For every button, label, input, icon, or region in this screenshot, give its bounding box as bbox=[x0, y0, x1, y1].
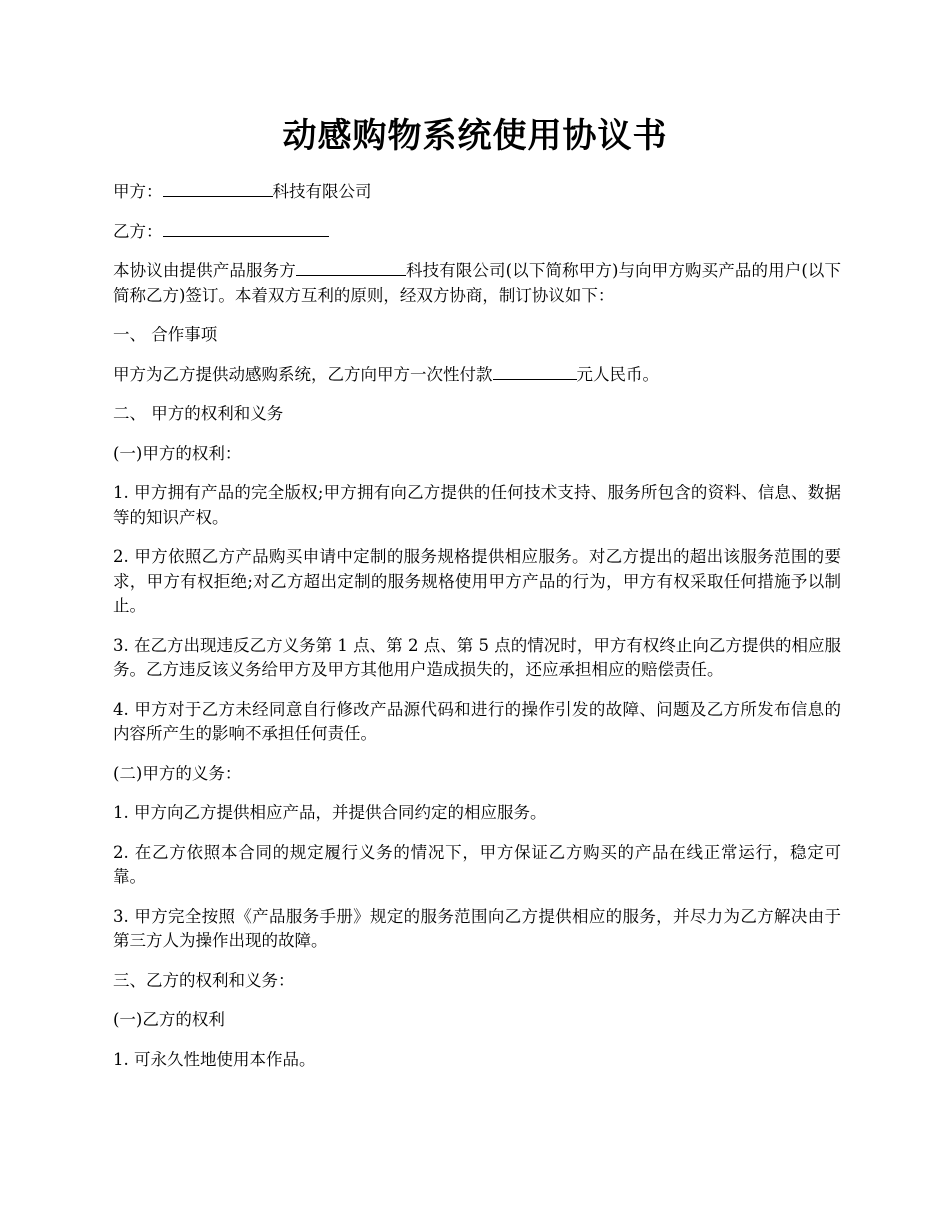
party-b-label: 乙方： bbox=[113, 221, 163, 241]
party-a-blank bbox=[163, 180, 273, 197]
section-3-subheading-rights: (一)乙方的权利 bbox=[113, 1010, 225, 1029]
section-1-suffix: 元人民币。 bbox=[576, 364, 659, 384]
party-a-duty-item: 2. 在乙方依照本合同的规定履行义务的情况下，甲方保证乙方购买的产品在线正常运行，稳定可靠。 bbox=[113, 842, 841, 886]
document-title: 动感购物系统使用协议书 bbox=[282, 116, 668, 156]
document-body bbox=[113, 180, 841, 1087]
intro-blank bbox=[296, 259, 406, 276]
party-a-line bbox=[113, 180, 841, 205]
intro-suffix: 科技有限公司(以下简称甲方)与向甲方购买产品的用户(以下简称乙方)签订。本着双方互利的原则，经双方协商，制订协议如下： bbox=[113, 261, 842, 305]
party-a-right-item: 2. 甲方依照乙方产品购买申请中定制的服务规格提供相应服务。对乙方提出的超出该服务范围的要求，甲方有权拒绝;对乙方超出定制的服务规格使用甲方产品的行为，甲方有权采取任何措施予以制止。 bbox=[113, 547, 841, 615]
party-a-label: 甲方： bbox=[113, 182, 163, 201]
section-3-heading: 三、乙方的权利和义务： bbox=[113, 970, 295, 990]
party-a-suffix: 科技有限公司 bbox=[272, 182, 372, 201]
section-2-heading: 二、 甲方的权利和义务 bbox=[113, 404, 284, 423]
party-a-duty-item: 1. 甲方向乙方提供相应产品，并提供合同约定的相应服务。 bbox=[113, 803, 547, 822]
section-1-heading: 一、 合作事项 bbox=[113, 325, 218, 344]
party-a-right-item: 1. 甲方拥有产品的完全版权;甲方拥有向乙方提供的任何技术支持、服务所包含的资料、信息、数据等的知识产权。 bbox=[113, 483, 841, 527]
section-2-subheading-rights: (一)甲方的权利： bbox=[113, 443, 242, 463]
section-1-prefix: 甲方为乙方提供动感购系统，乙方向甲方一次性付款 bbox=[113, 364, 493, 384]
party-a-duty-item: 3. 甲方完全按照《产品服务手册》规定的服务范围向乙方提供相应的服务，并尽力为乙方解决由于第三方人为操作出现的故障。 bbox=[113, 906, 841, 950]
party-a-right-item: 4. 甲方对于乙方未经同意自行修改产品源代码和进行的操作引发的故障、问题及乙方所发布信息的内容所产生的影响不承担任何责任。 bbox=[113, 699, 841, 743]
party-b-line bbox=[113, 220, 841, 245]
party-b-right-item: 1. 可永久性地使用本作品。 bbox=[113, 1049, 316, 1069]
party-a-right-item: 3. 在乙方出现违反乙方义务第 1 点、第 2 点、第 5 点的情况时，甲方有权终止向乙方提供的相应服务。乙方违反该义务给甲方及甲方其他用户造成损失的，还应承担相应的赔偿责任。 bbox=[113, 635, 841, 679]
intro-prefix: 本协议由提供产品服务方 bbox=[113, 261, 296, 280]
section-2-subheading-duties: (二)甲方的义务： bbox=[113, 763, 242, 783]
section-1-paragraph bbox=[113, 363, 841, 388]
intro-paragraph bbox=[113, 259, 841, 308]
party-b-blank bbox=[163, 220, 329, 237]
payment-amount-blank bbox=[493, 363, 577, 380]
